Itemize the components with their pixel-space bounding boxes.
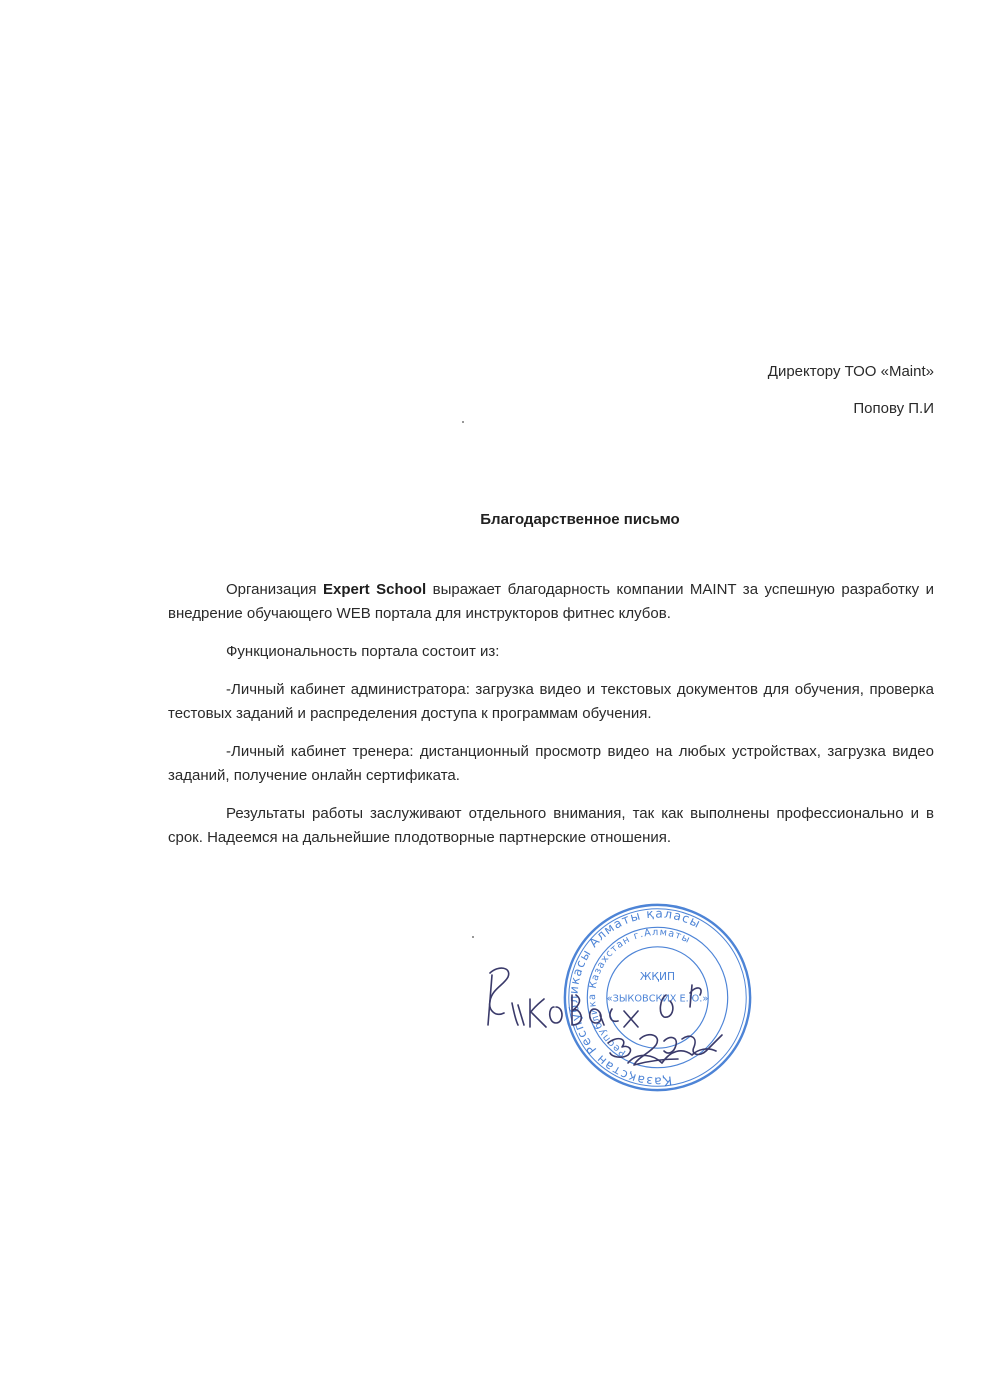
handwritten-signature <box>478 955 758 1085</box>
organization-name: Expert School <box>322 581 427 598</box>
addressee-position: Директору ТОО «Maint» <box>767 363 934 380</box>
scan-speck <box>472 936 474 938</box>
addressee-block <box>768 364 934 438</box>
letter-body <box>168 578 934 864</box>
stamp-center-top: ЖҚИП <box>639 969 676 983</box>
paragraph-intro <box>168 578 934 626</box>
stamp-outer-text: Қазақстан Республикасы Алматы қаласы <box>566 906 704 1089</box>
intro-rest: выражает благодарность компании MAINT за успешную разработку и внедрение обучающего WEB портала для инструкторов фитнес клубов. <box>168 581 935 622</box>
intro-lead: Организация <box>226 581 323 598</box>
stamp-inner-text: Республика Казахстан г.Алматы <box>587 927 693 1059</box>
paragraph-conclusion: Результаты работы заслуживают отдельного внимания, так как выполнены профессионально и в срок. Надеемся на дальнейшие плодотворные партнерские отношения. <box>168 805 934 846</box>
paragraph-trainer-cabinet: -Личный кабинет тренера: дистанционный просмотр видео на любых устройствах, загрузка видео заданий, получение онлайн сертификата. <box>168 743 934 784</box>
addressee-name: Попову П.И <box>853 400 934 417</box>
paragraph-admin-cabinet: -Личный кабинет администратора: загрузка видео и текстовых документов для обучения, проверка тестовых заданий и распределения доступа к программам обучения. <box>168 681 934 722</box>
scan-speck <box>462 421 464 423</box>
paragraph-functionality: Функциональность портала состоит из: <box>226 643 500 660</box>
letter-title: Благодарственное письмо <box>480 511 680 528</box>
stamp-center-middle: «ЗЫКОВСКИХ Е.Ю.» <box>606 993 709 1005</box>
